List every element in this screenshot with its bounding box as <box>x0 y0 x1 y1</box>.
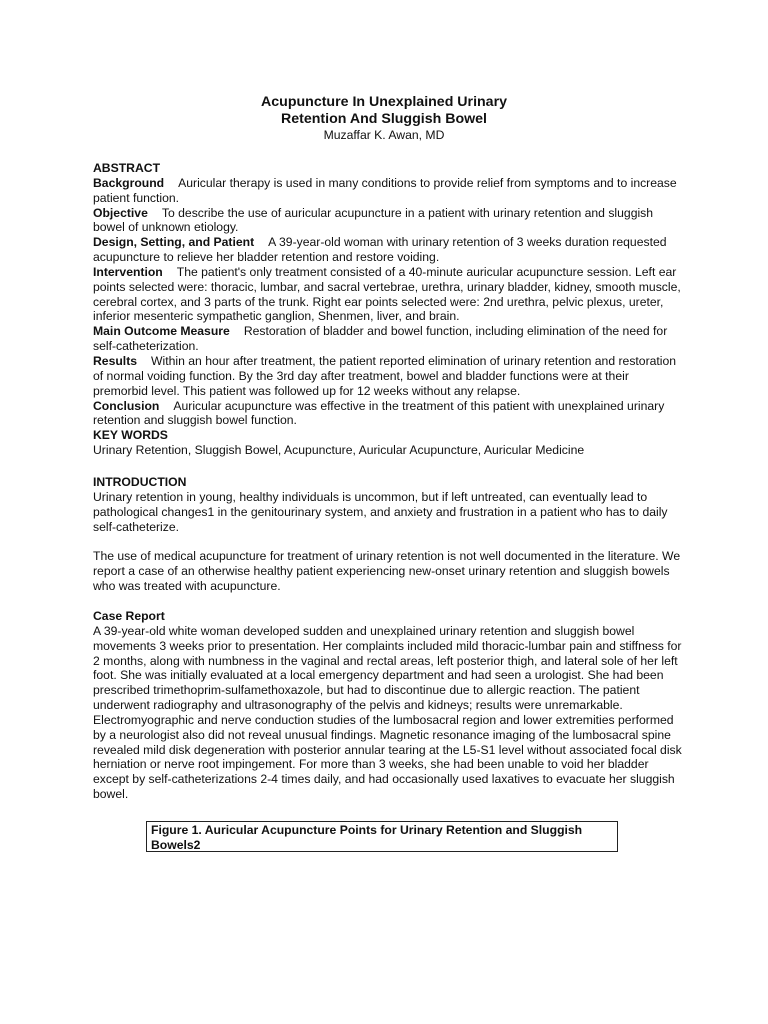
abstract-text: The patient's only treatment consisted of a 40-minute auricular acupuncture session. Left ear points selected were: thoracic, lumbar, and sacral vertebrae, urethra, urinary bladder, kidney, smooth muscle, cerebral cortex, and 3 parts of the trunk. Right ear points selected were: 2nd urethra, pelvic plexus, ureter, inferior mesenteric sympathetic ganglion, Shenmen, liver, and brain. <box>93 264 681 324</box>
introduction-paragraph-2: The use of medical acupuncture for treatment of urinary retention is not well documented in the literature. We report a case of an otherwise healthy patient experiencing new-onset urinary retention and sluggish bowels who was treated with acupuncture. <box>93 549 681 593</box>
abstract-label: Main Outcome Measure <box>93 324 230 339</box>
abstract-heading: ABSTRACT <box>93 161 161 175</box>
case-report-heading: Case Report <box>93 609 165 623</box>
keywords-text: Urinary Retention, Sluggish Bowel, Acupuncture, Auricular Acupuncture, Auricular Medicine <box>93 443 585 458</box>
article-author: Muzaffar K. Awan, MD <box>323 128 445 142</box>
abstract-design <box>93 235 683 265</box>
abstract-outcome <box>93 324 683 354</box>
article-header <box>0 94 768 143</box>
article-title-line-2: Retention And Sluggish Bowel <box>281 111 487 127</box>
abstract-intervention <box>93 265 683 324</box>
abstract-text: Auricular acupuncture was effective in the treatment of this patient with unexplained urinary retention and sluggish bowel function. <box>93 398 665 428</box>
abstract-label: Objective <box>93 205 148 220</box>
abstract-background <box>93 176 683 206</box>
abstract-conclusion <box>93 399 683 429</box>
case-report-section <box>93 609 683 802</box>
abstract-text: Within an hour after treatment, the patient reported elimination of urinary retention and restoration of normal voiding function. By the 3rd day after treatment, bowel and bladder functions were at their premorbid level. This patient was followed up for 12 weeks without any relapse. <box>93 353 677 398</box>
abstract-label: Results <box>93 353 138 368</box>
abstract-label: Background <box>93 175 165 190</box>
abstract-section <box>93 161 683 458</box>
abstract-text: To describe the use of auricular acupuncture in a patient with urinary retention and sluggish bowel of unknown etiology. <box>93 205 654 235</box>
abstract-text: A 39-year-old woman with urinary retention of 3 weeks duration requested acupuncture to relieve her bladder retention and restore voiding. <box>93 235 667 265</box>
keywords-heading: KEY WORDS <box>93 428 168 443</box>
abstract-text: Auricular therapy is used in many conditions to provide relief from symptoms and to increase patient function. <box>93 175 677 205</box>
introduction-section-2 <box>93 549 683 594</box>
abstract-text: Restoration of bladder and bowel function, including elimination of the need for self-catheterization. <box>93 324 668 354</box>
article-title-line-1: Acupuncture In Unexplained Urinary <box>261 94 507 110</box>
abstract-results <box>93 354 683 399</box>
introduction-paragraph-1: Urinary retention in young, healthy individuals is uncommon, but if left untreated, can eventually lead to pathological changes1 in the genitourinary system, and anxiety and frustration in a patient who has to daily self-catheterize. <box>93 489 668 534</box>
abstract-label: Design, Setting, and Patient <box>93 235 255 250</box>
introduction-section <box>93 475 683 534</box>
abstract-label: Intervention <box>93 264 163 279</box>
abstract-label: Conclusion <box>93 398 160 413</box>
introduction-heading: INTRODUCTION <box>93 475 187 489</box>
figure-caption-box: Figure 1. Auricular Acupuncture Points for Urinary Retention and Sluggish Bowels2 <box>146 821 618 852</box>
case-report-paragraph: A 39-year-old white woman developed sudden and unexplained urinary retention and sluggish bowel movements 3 weeks prior to presentation. Her complaints included mild thoracic-lumbar pain and stiffness for 2 months, along with numbness in the vaginal and rectal areas, left posterior thigh, and lateral sole of her left foot. She was initially evaluated at a local emergency department and had seen a urologist. She had been prescribed trimethoprim-sulfamethoxazole, but had to discontinue due to allergic reaction. The patient underwent radiography and ultrasonography of the pelvis and kidneys; results were unremarkable. Electromyographic and nerve conduction studies of the lumbosacral region and lower extremities performed by a neurologist also did not reveal unusual findings. Magnetic resonance imaging of the lumbosacral spine revealed mild disk degeneration with posterior annular tearing at the L5-S1 level without associated focal disk herniation or nerve root impingement. For more than 3 weeks, she had been unable to void her bladder except by self-catheterizations 2-4 times daily, and had occasionally used laxatives to evacuate her sluggish bowel. <box>93 623 682 802</box>
abstract-objective <box>93 206 683 236</box>
